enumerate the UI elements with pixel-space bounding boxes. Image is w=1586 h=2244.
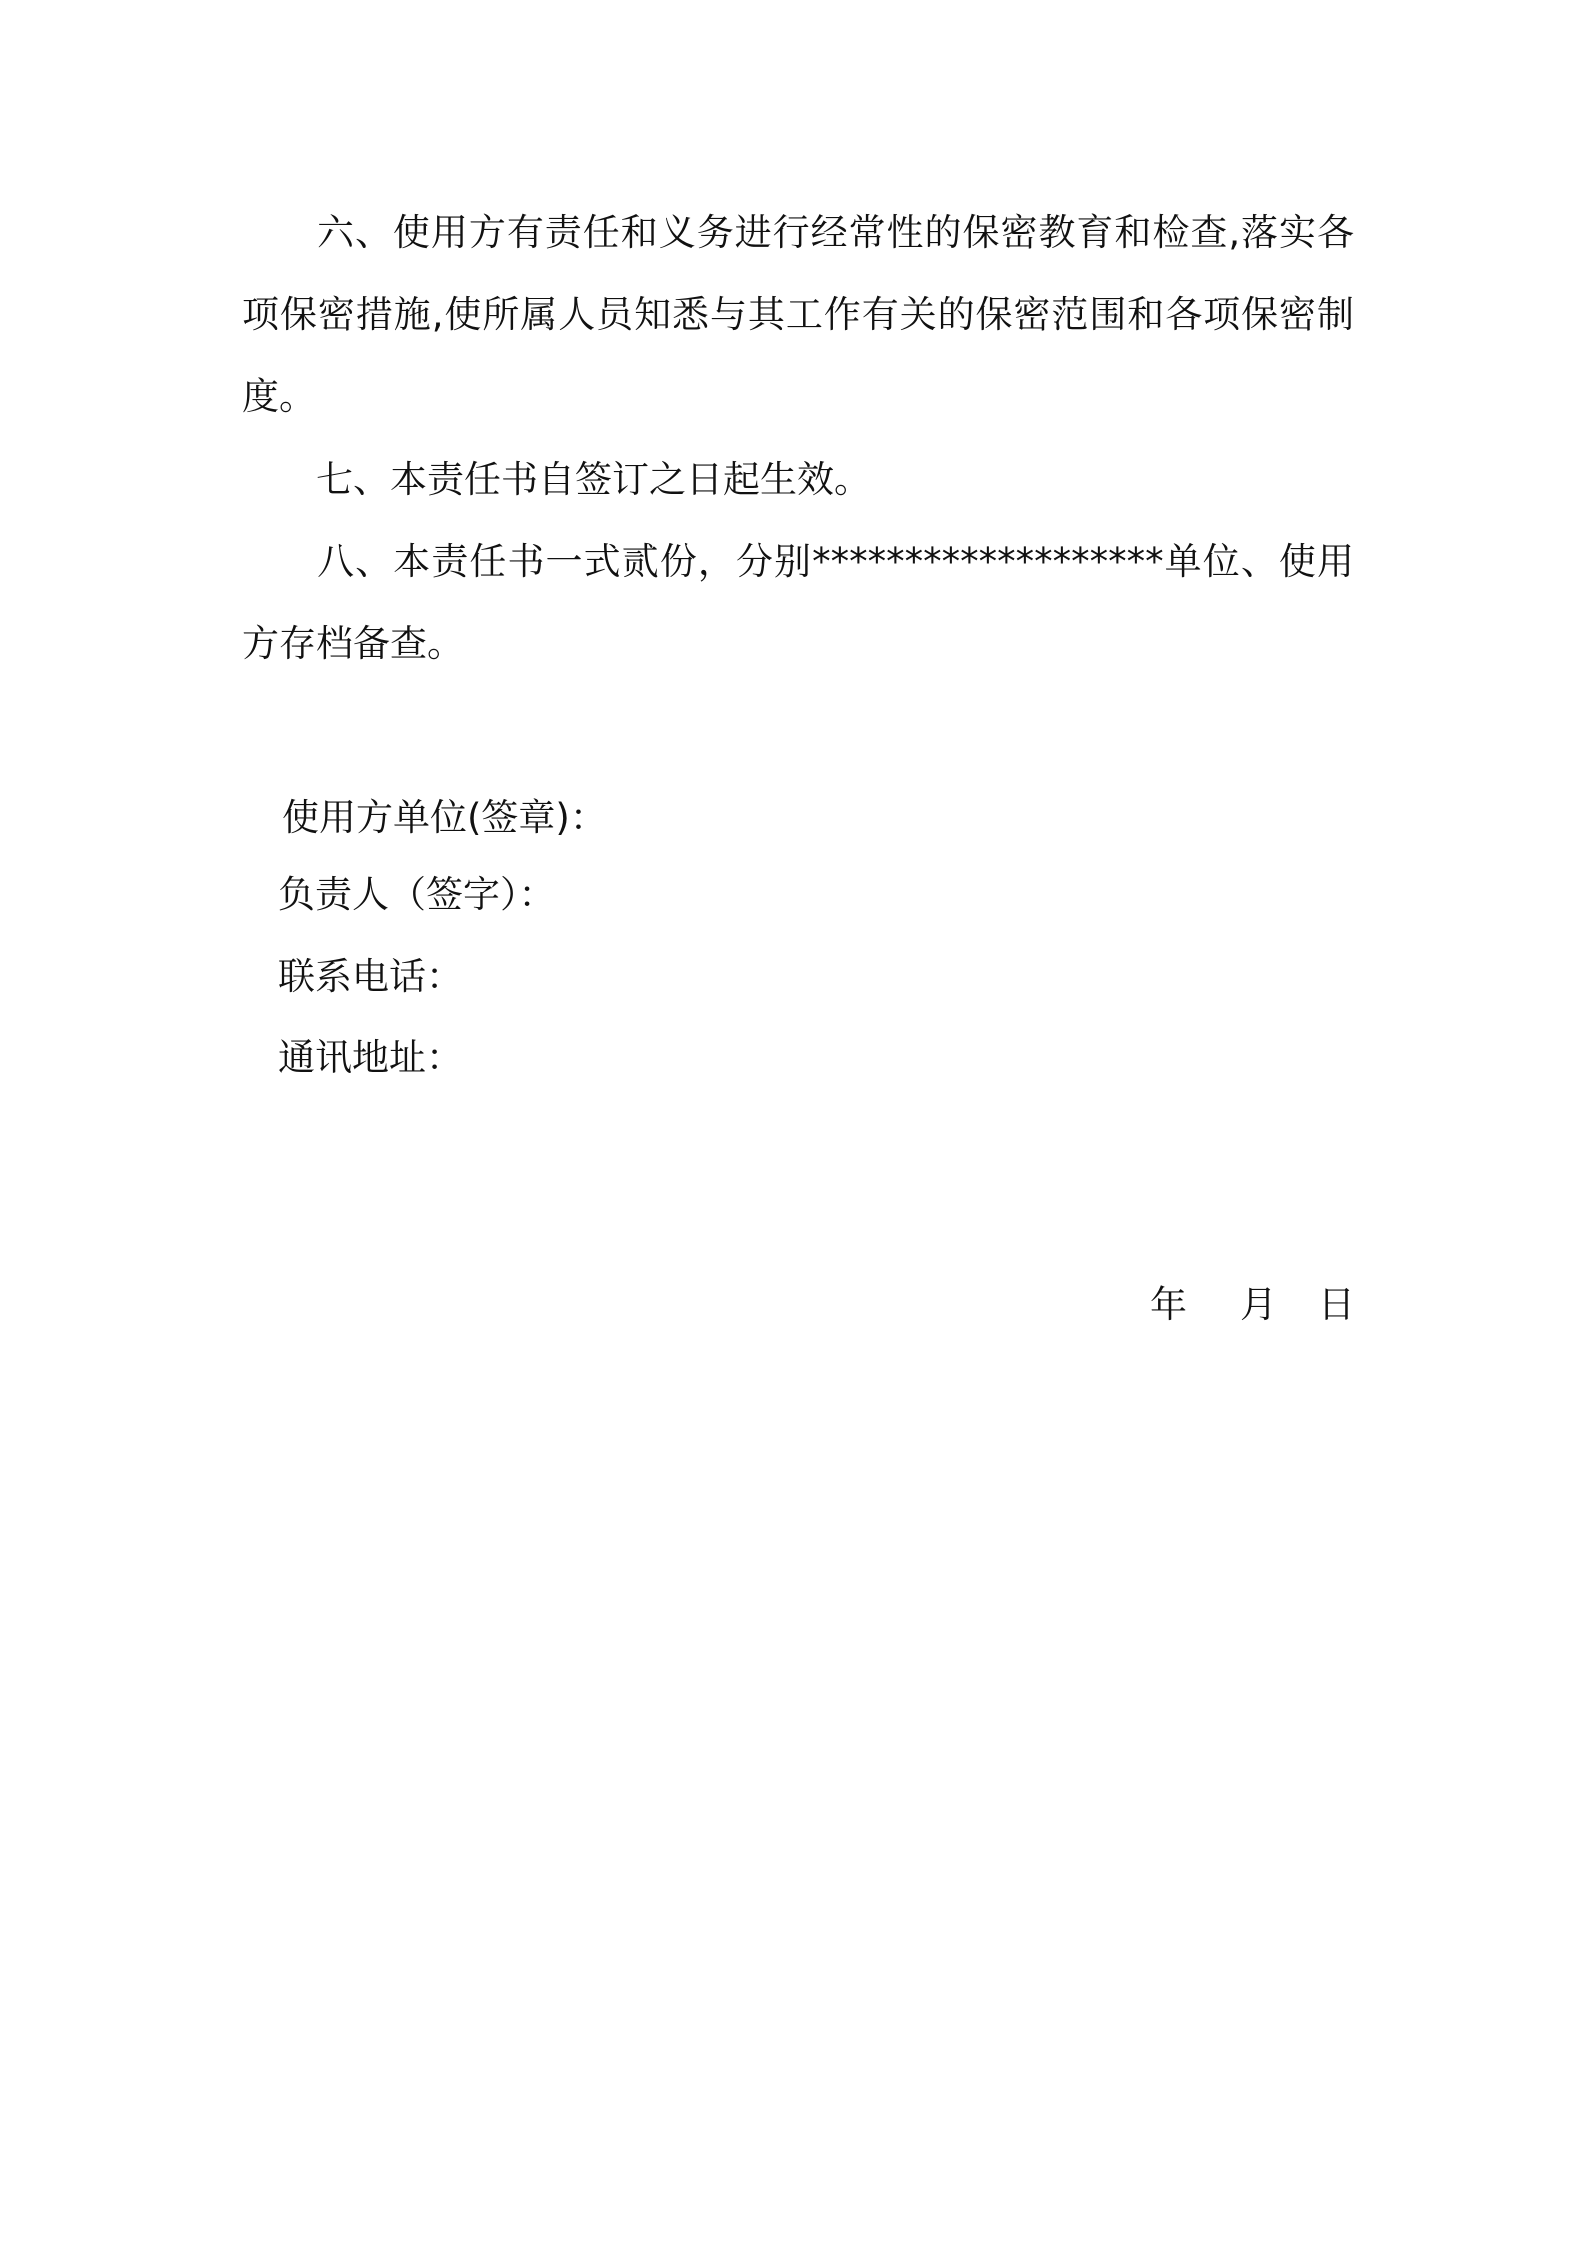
date-year-label: 年 [1150,1283,1187,1326]
clause-six [242,192,1354,438]
date-month-label: 月 [1240,1283,1277,1326]
date-day-label: 日 [1318,1283,1355,1326]
responsible-person-signature-label: 负责人（签字）： [278,873,556,916]
contact-phone-label: 联系电话： [278,955,463,998]
clause-seven-text: 七、本责任书自签订之日起生效。 [316,458,871,501]
mailing-address-label: 通讯地址： [278,1036,463,1079]
clause-six-text: 六、使用方有责任和义务进行经常性的保密教育和检查,落实各项保密措施,使所属人员知悉与其工作有关的保密范围和各项保密制度。 [242,211,1354,418]
clause-eight [242,521,1354,685]
user-unit-seal-label: 使用方单位(签章)： [282,796,607,839]
clause-seven [242,439,1354,521]
clause-eight-text: 八、本责任书一式贰份，分别*******************单位、使用方存档备查。 [242,540,1354,665]
